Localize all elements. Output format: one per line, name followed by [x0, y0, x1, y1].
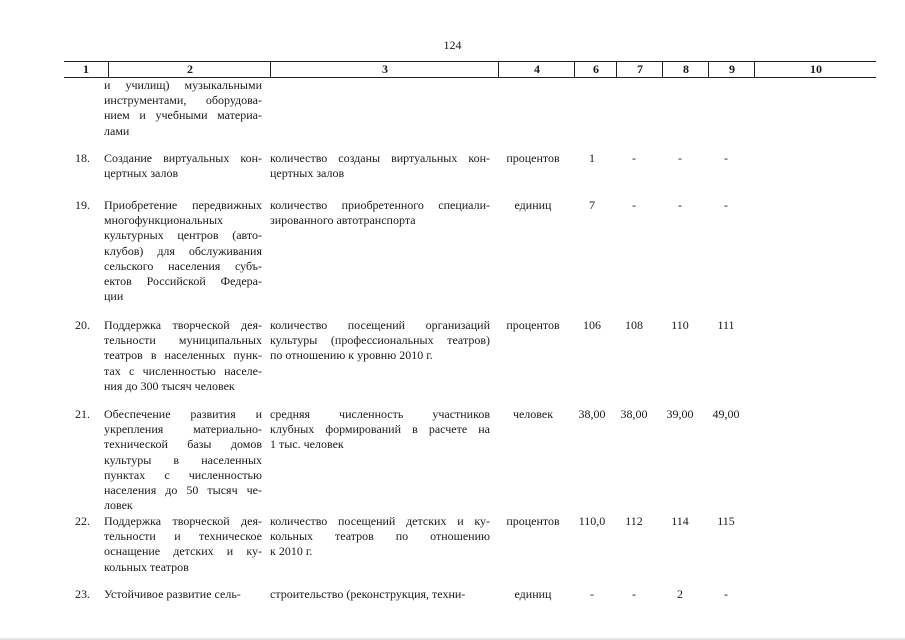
indicator-line: клубных формирований в расчете на	[270, 422, 490, 437]
item-name-line: Приобретение передвижных	[104, 198, 262, 212]
column-header-7: 7	[616, 62, 663, 77]
value-col-9: 111	[717, 318, 735, 332]
item-name-line: кольных театров	[104, 559, 189, 574]
value-col-9: -	[724, 198, 728, 212]
continuation-line: и училищ) музыкальными	[104, 78, 262, 92]
value-col-7: -	[632, 151, 636, 165]
unit-cell: единиц	[514, 587, 552, 601]
continuation-line: лами	[104, 123, 130, 138]
item-name-line: ния до 300 тысяч человек	[104, 378, 235, 393]
item-name-line: клубов) для обслуживания	[104, 243, 262, 258]
value-col-6: 7	[589, 198, 595, 212]
item-name-line: Поддержка творческой дея-	[104, 318, 262, 332]
continuation-line: инструментами, оборудова-	[104, 93, 262, 108]
indicator-line: средняя численность участников	[270, 407, 490, 421]
value-col-8: -	[678, 151, 682, 165]
item-name-line: тельности и техническое	[104, 529, 262, 544]
item-name-line: оснащение детских и ку-	[104, 544, 262, 559]
column-header-10: 10	[754, 62, 877, 77]
item-name-line: Обеспечение развития и	[104, 407, 262, 421]
value-col-8: 39,00	[666, 407, 694, 421]
value-col-8: 114	[671, 514, 689, 528]
item-name-line: пунктах с численностью	[104, 467, 262, 482]
unit-cell: процентов	[506, 151, 560, 165]
unit-cell: единиц	[514, 198, 552, 212]
column-header-4: 4	[498, 62, 575, 77]
item-name-line: тах с численностью населе-	[104, 363, 262, 378]
item-name-line: ловек	[104, 498, 133, 513]
value-col-6: -	[590, 587, 594, 601]
value-col-7: 112	[625, 514, 643, 528]
value-col-9: 115	[717, 514, 735, 528]
page-number: 124	[443, 38, 462, 52]
indicator-line: культуры (профессиональных театров)	[270, 333, 490, 348]
unit-cell: процентов	[506, 318, 560, 332]
indicator-line: зированного автотранспорта	[270, 213, 416, 228]
item-name-line: ции	[104, 289, 124, 304]
unit-cell: человек	[512, 407, 554, 421]
indicator-line: кольных театров по отношению	[270, 529, 490, 544]
table-header	[64, 61, 876, 78]
column-header-9: 9	[708, 62, 755, 77]
value-col-7: 38,00	[620, 407, 648, 421]
row-number: 21.	[75, 407, 90, 421]
indicator-line: к 2010 г.	[270, 544, 313, 559]
indicator-line: цертных залов	[270, 166, 345, 181]
value-col-8: 110	[671, 318, 689, 332]
item-name-line: тельности муниципальных	[104, 333, 262, 348]
item-name-line: культурных центров (авто-	[104, 228, 262, 243]
item-name-line: цертных залов	[104, 166, 179, 181]
continuation-line: нием и учебными материа-	[104, 108, 262, 123]
indicator-line: строительство (реконструкция, техни-	[270, 587, 466, 601]
value-col-6: 106	[583, 318, 601, 332]
indicator-line: количество созданы виртуальных кон-	[270, 151, 490, 165]
indicator-line: количество посещений организаций	[270, 318, 490, 332]
indicator-line: количество посещений детских и ку-	[270, 514, 490, 528]
row-number: 23.	[75, 587, 90, 601]
indicator-line: 1 тыс. человек	[270, 437, 344, 452]
value-col-9: -	[724, 151, 728, 165]
item-name-line: укрепления материально-	[104, 422, 262, 437]
value-col-9: -	[724, 587, 728, 601]
item-name-line: технической базы домов	[104, 437, 262, 452]
value-col-8: 2	[677, 587, 683, 601]
item-name-line: Создание виртуальных кон-	[104, 151, 262, 165]
value-col-6: 38,00	[578, 407, 606, 421]
column-header-3: 3	[270, 62, 499, 77]
item-name-line: населения до 50 тысяч че-	[104, 483, 262, 497]
value-col-7: -	[632, 587, 636, 601]
column-header-6: 6	[574, 62, 617, 77]
column-header-2: 2	[108, 62, 271, 77]
item-name-line: ектов Российской Федера-	[104, 274, 262, 288]
value-col-6: 110,0	[578, 514, 606, 528]
item-name-line: Поддержка творческой дея-	[104, 514, 262, 528]
column-header-8: 8	[662, 62, 709, 77]
row-number: 18.	[75, 151, 90, 165]
item-name-line: многофункциональных	[104, 213, 224, 228]
row-number: 19.	[75, 198, 90, 212]
unit-cell: процентов	[506, 514, 560, 528]
row-number: 22.	[75, 514, 90, 528]
value-col-7: -	[632, 198, 636, 212]
value-col-9: 49,00	[712, 407, 740, 421]
row-number: 20.	[75, 318, 90, 332]
indicator-line: по отношению к уровню 2010 г.	[270, 348, 433, 363]
indicator-line: количество приобретенного специали-	[270, 198, 490, 212]
column-header-1: 1	[83, 62, 89, 76]
item-name-line: сельского населения субъ-	[104, 258, 262, 273]
value-col-8: -	[678, 198, 682, 212]
value-col-6: 1	[589, 151, 595, 165]
value-col-7: 108	[625, 318, 643, 332]
item-name-line: Устойчивое развитие сель-	[104, 587, 241, 601]
item-name-line: театров в населенных пунк-	[104, 348, 262, 363]
item-name-line: культуры в населенных	[104, 452, 262, 467]
